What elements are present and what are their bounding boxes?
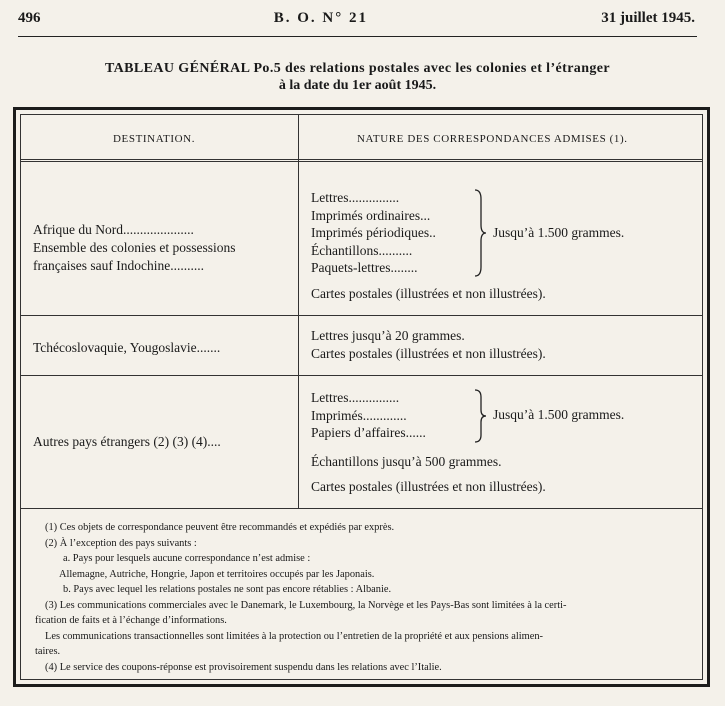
footnote: Les communications transactionnelles sont limitées à la protection ou l’entretien de la propriété et aux pensions alimen- [45,630,544,642]
row-1-braced-items [311,189,436,277]
row-2-extra [311,327,546,362]
item: Cartes postales (illustrées et non illustrées). [311,345,546,361]
item: Lettres............... [311,390,400,405]
right-brace-icon [473,389,487,443]
header-rule [18,36,697,37]
caption-line-1: TABLEAU GÉNÉRAL Po.5 des relations postales avec les colonies et l’étranger [104,61,611,76]
footnote: Allemagne, Autriche, Hongrie, Japon et territoires occupés par les Japonais. [59,568,375,580]
dest-line: Tchécoslovaquie, Yougoslavie....... [33,340,221,355]
row-divider [21,315,702,316]
footnote: (1) Ces objets de correspondance peuvent être recommandés et expédiés par exprès. [45,522,395,533]
row-3-braced-items [311,389,426,442]
item: Cartes postales (illustrées et non illustrées). [311,478,546,494]
dest-line: Afrique du Nord..................... [33,222,194,237]
header-rule-double [21,159,702,162]
footnote: (4) Le service des coupons-réponse est provisoirement suspendu dans les relations avec l’Italie. [45,661,442,673]
row-divider [21,375,702,376]
footnote: taires. [35,646,61,657]
issue-date: 31 juillet 1945. [601,10,695,26]
page-number: 496 [18,10,41,26]
item: Paquets-lettres........ [311,260,418,275]
row-3-weight-limit: Jusqu’à 1.500 grammes. [493,407,625,422]
table-inner [20,114,703,680]
row-3-destination [33,433,221,451]
table-frame [13,107,710,687]
item: Échantillons jusqu’à 500 grammes. [311,454,502,469]
item: Imprimés périodiques.. [311,225,436,240]
dest-line: Ensemble des colonies et possessions [33,240,236,255]
item: Papiers d’affaires...... [311,425,426,440]
table-caption [20,60,695,94]
footnotes [35,520,692,675]
dest-line: françaises sauf Indochine.......... [33,258,204,273]
row-1-destination [33,221,235,275]
item: Lettres jusqu’à 20 grammes. [311,328,465,343]
caption-line-2: à la date du 1er août 1945. [278,78,437,93]
header-nature: NATURE DES CORRESPONDANCES ADMISES (1). [357,133,628,145]
item: Imprimés............. [311,407,407,423]
footnote: b. Pays avec lequel les relations postales ne sont pas encore rétablies : Albanie. [63,584,392,595]
row-1-weight-limit: Jusqu’à 1.500 grammes. [493,225,625,240]
item: Échantillons.......... [311,242,413,258]
right-brace-icon [473,189,487,277]
footnote: fication de faits et à l’échange d’informations. [35,615,227,626]
row-1-extra: Cartes postales (illustrées et non illustrées). [311,286,546,301]
footnote: (3) Les communications commerciales avec le Danemark, le Luxembourg, la Norvège et les Pays-Bas sont limitées à la certi- [45,599,567,611]
bulletin-title: B. O. N° 21 [273,10,368,26]
item: Imprimés ordinaires... [311,207,431,223]
row-3-extra [311,453,546,495]
footnote: (2) À l’exception des pays suivants : [45,537,197,549]
footnote: a. Pays pour lesquels aucune correspondance n’est admise : [63,553,311,564]
row-2-destination [33,339,220,357]
column-divider [298,115,299,508]
page-header [18,10,695,32]
dest-line: Autres pays étrangers (2) (3) (4).... [33,434,221,449]
table-bottom-rule [21,508,702,509]
header-destination: DESTINATION. [113,133,196,145]
item: Lettres............... [311,190,400,205]
